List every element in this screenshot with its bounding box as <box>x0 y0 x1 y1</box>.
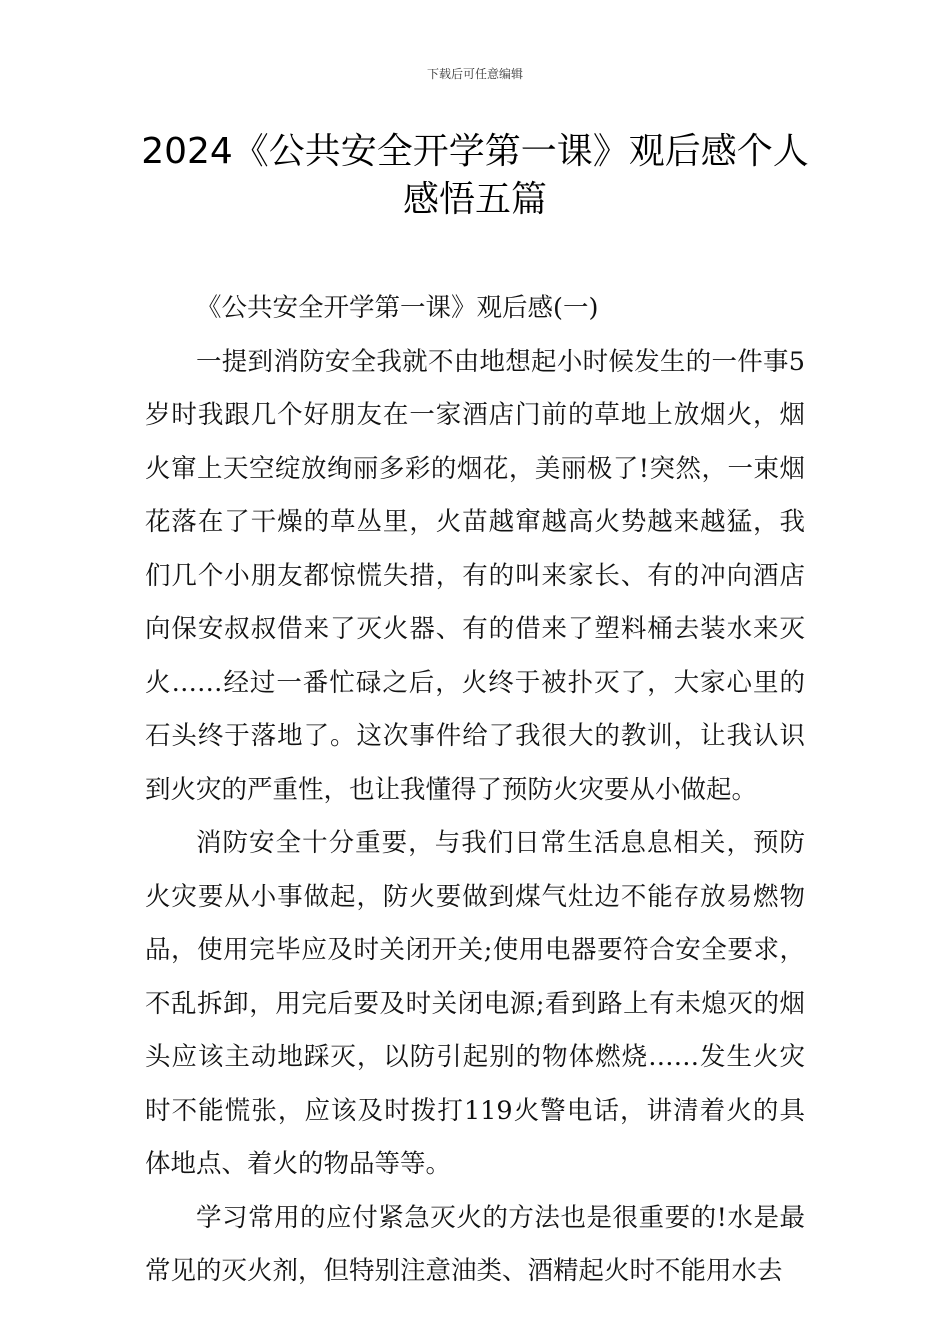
paragraph: 一提到消防安全我就不由地想起小时候发生的一件事5岁时我跟几个好朋友在一家酒店门前的草地上放烟火，烟火窜上天空绽放绚丽多彩的烟花，美丽极了!突然，一束烟花落在了干燥的草丛里，火苗越窜越高火势越来越猛，我们几个小朋友都惊慌失措，有的叫来家长、有的冲向酒店向保安叔叔借来了灭火器、有的借来了塑料桶去装水来灭火……经过一番忙碌之后，火终于被扑灭了，大家心里的石头终于落地了。这次事件给了我很大的教训，让我认识到火灾的严重性，也让我懂得了预防火灾要从小做起。 <box>145 346 805 805</box>
document-title <box>0 128 950 224</box>
section-heading: 《公共安全开学第一课》观后感(一) <box>196 293 599 323</box>
title-line-2: 感悟五篇 <box>402 179 547 220</box>
document-body <box>145 282 805 1299</box>
paragraph: 学习常用的应付紧急灭火的方法也是很重要的!水是最常见的灭火剂，但特别注意油类、酒精起火时不能用水去 <box>145 1202 805 1286</box>
header-note: 下载后可任意编辑 <box>426 67 523 81</box>
paragraph: 消防安全十分重要，与我们日常生活息息相关，预防火灾要从小事做起，防火要做到煤气灶边不能存放易燃物品，使用完毕应及时关闭开关;使用电器要符合安全要求，不乱拆卸，用完后要及时关闭电源;看到路上有未熄灭的烟头应该主动地踩灭，以防引起别的物体燃烧……发生火灾时不能慌张，应该及时拨打119火警电话，讲清着火的具体地点、着火的物品等等。 <box>145 828 805 1179</box>
title-line-1: 2024《公共安全开学第一课》观后感个人 <box>141 131 809 172</box>
